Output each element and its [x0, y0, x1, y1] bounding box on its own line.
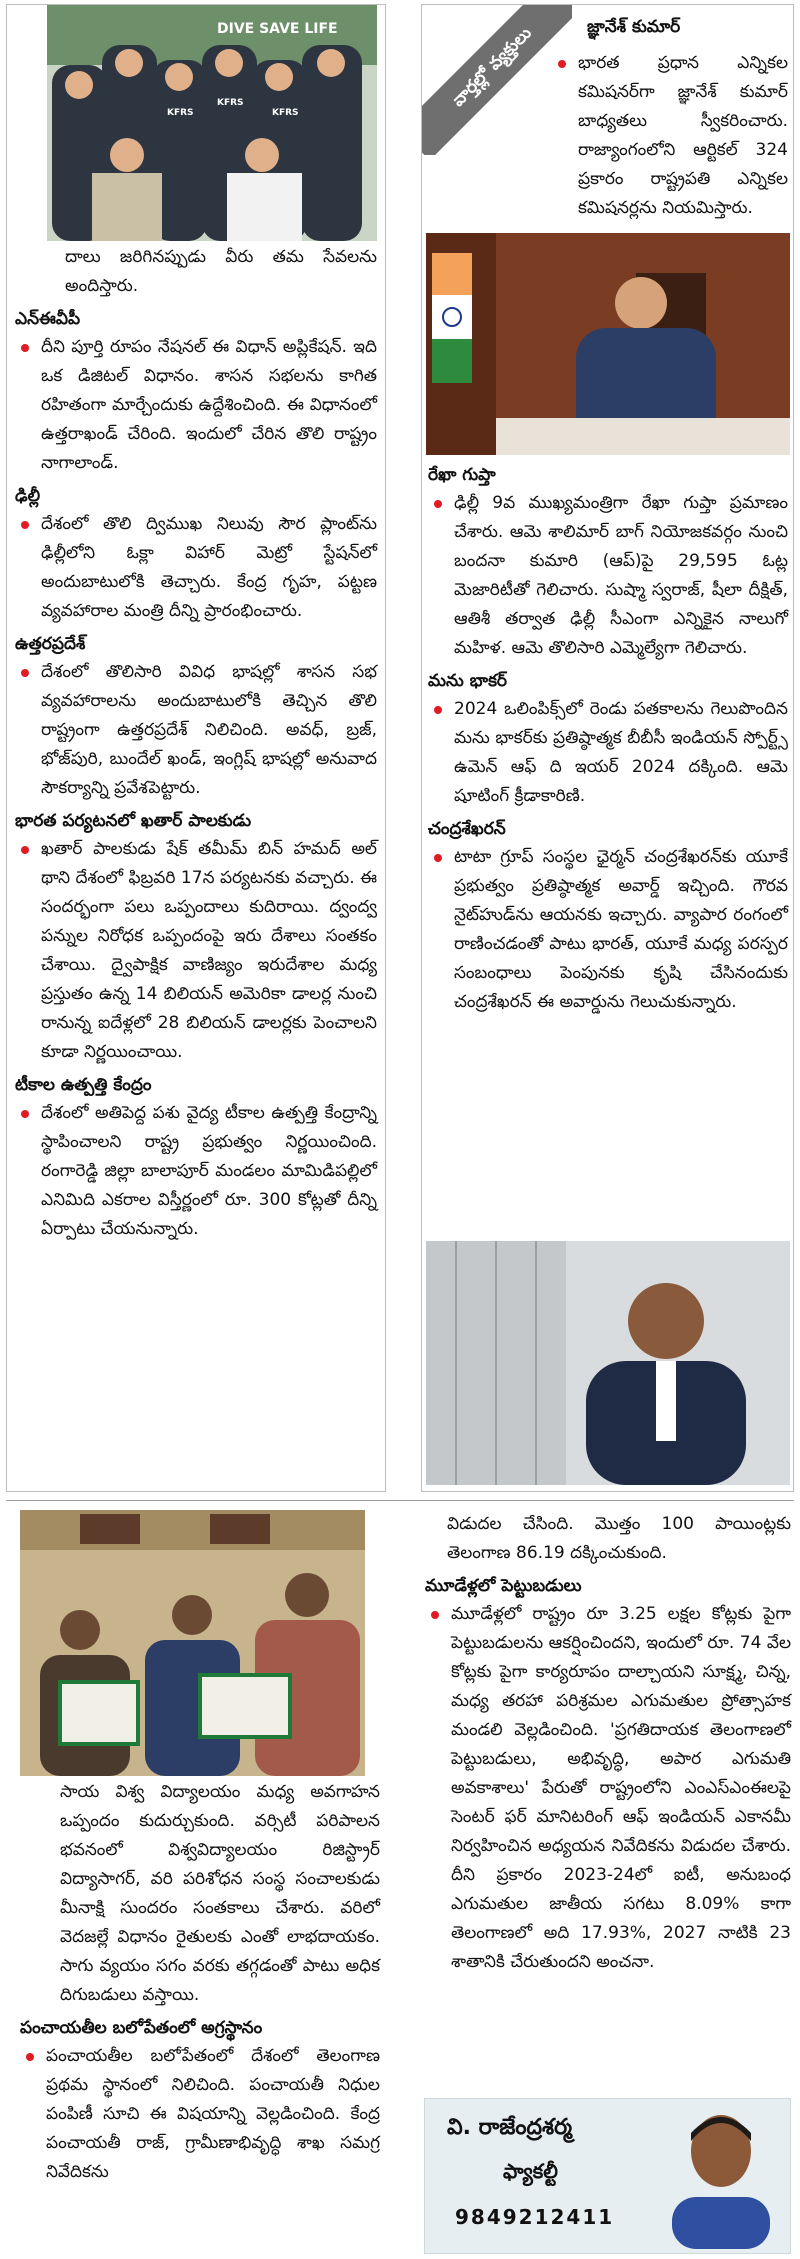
section-heading: రేఖా గుప్తా	[428, 465, 496, 485]
section-body: దేశంలో తొలి ద్విముఖ నిలువు సౌర ప్లాంట్‌ను ఢిల్లీలోని ఓక్లా విహార్ మెట్రో స్టేషన్‌లో అందుబాటులోకి తెచ్చారు. కేంద్ర గృహ, పట్టణ వ్యవహారాల మంత్రి దీన్ని ప్రారంభించారు.	[15, 510, 377, 626]
svg-text:KFRS: KFRS	[217, 98, 244, 108]
left-top-panel	[6, 4, 386, 1492]
section-heading: మూడేళ్లలో పెట్టుబడులు	[425, 1576, 582, 1596]
left-bottom-panel	[6, 1508, 418, 2256]
right-bottom-text	[425, 1510, 791, 1977]
right-bottom-panel	[421, 1508, 794, 2098]
section-heading: చంద్రశేఖరన్	[428, 819, 506, 839]
section-body: దేశంలో తొలిసారి వివిధ భాషల్లో శాసన సభ వ్యవహారాలను అందుబాటులోకి తెచ్చిన తొలి రాష్ట్రంగా ఉత్తరప్రదేశ్ నిలిచింది. అవధ్, బ్రజ్, భోజ్‌పురి, బుందేల్ ఖండ్, ఇంగ్లిష్ భాషల్లో అనువాద సౌకర్యాన్ని ప్రవేశపెట్టారు.	[15, 658, 377, 803]
continuation-text: దాలు జరిగినప్పుడు వీరు తమ సేవలను అందిస్తారు.	[65, 247, 377, 296]
right-top-text	[428, 457, 788, 1017]
rescue-team-photo	[47, 5, 377, 241]
continuation-text: సాయ విశ్వ విద్యాలయం మధ్య అవగాహన ఒప్పందం కుదుర్చుకుంది. వర్సిటీ పరిపాలన భవనంలో విశ్వవిద్యాలయం రిజిస్ట్రార్ విద్యాసాగర్, వరి పరిశోధన సంస్థ సంచాలకుడు మీనాక్షి సుందరం సంతకాలు చేశారు. వరిలో వెదజల్లే విధానం రైతులకు ఎంతో లాభదాయకం. సాగు వ్యయం సగం వరకు తగ్గడంతో పాటు అధిక దిగుబడులు వస్తాయి.	[60, 1782, 380, 2005]
section-body: పంచాయతీల బలోపేతంలో దేశంలో తెలంగాణ ప్రథమ స్థానంలో నిలిచింది. పంచాయతీ నిధుల పంపిణీ సూచి ఈ విషయాన్ని వెల్లడించింది. కేంద్ర పంచాయతీ రాజ్, గ్రామీణాభివృద్ధి శాఖ సమగ్ర నివేదికను	[20, 2042, 380, 2187]
author-box	[424, 2098, 791, 2254]
section-body: టాటా గ్రూప్ సంస్థల ఛైర్మన్ చంద్రశేఖరన్‌కు యూకే ప్రభుత్వం ప్రతిష్ఠాత్మక అవార్డ్ ఇచ్చింది. గౌరవ నైట్‌హుడ్‌ను ఆయనకు ఇచ్చారు. వ్యాపార రంగంలో రాణించడంతో పాటు భారత్, యూకే మధ్య పరస్పర సంబంధాలు పెంపునకు కృషి చేసినందుకు చంద్రశేఖరన్ ఈ అవార్డును గెలుచుకున్నారు.	[428, 843, 788, 1017]
section-body: ఖతార్ పాలకుడు షేక్ తమీమ్ బిన్ హమద్ అల్ థాని దేశంలో ఫిబ్రవరి 17న పర్యటనకు వచ్చారు. ఈ సందర్భంగా పలు ఒప్పందాలు కుదిరాయి. ద్వంద్వ పన్నుల నిరోధక ఒప్పందంపై ఇరు దేశాలు సంతకం చేశాయి. ద్వైపాక్షిక వాణిజ్యం ఇరుదేశాల మధ్య ప్రస్తుతం ఉన్న 14 బిలియన్ అమెరికా డాలర్ల నుంచి రానున్న ఐదేళ్లలో 28 బిలియన్ డాలర్లకు పెంచాలని కూడా నిర్ణయించాయి.	[15, 835, 377, 1067]
section-body: దేశంలో అతిపెద్ద పశు వైద్య టీకాల ఉత్పత్తి కేంద్రాన్ని స్థాపించాలని రాష్ట్ర ప్రభుత్వం నిర్ణయించింది. రంగారెడ్డి జిల్లా బాలాపూర్ మండలం మామిడిపల్లిలో ఎనిమిది ఎకరాల విస్తీర్ణంలో రూ. 300 కోట్లతో దీన్ని ఏర్పాటు చేయనున్నారు.	[15, 1099, 377, 1244]
author-phone: 9849212411	[455, 2205, 615, 2229]
section-tag	[422, 5, 572, 155]
person-name: జ్ఞానేశ్ కుమార్	[587, 17, 681, 37]
svg-text:KFRS: KFRS	[272, 108, 299, 118]
section-heading: ఉత్తరప్రదేశ్	[15, 634, 86, 654]
section-heading: ఎన్‌ఈవీపీ	[15, 309, 81, 329]
banner-text: DIVE SAVE LIFE	[217, 21, 338, 37]
section-heading: టీకాల ఉత్పత్తి కేంద్రం	[15, 1075, 152, 1095]
continuation-text: విడుదల చేసింది. మొత్తం 100 పాయింట్లకు తెలంగాణ 86.19 దక్కించుకుంది.	[447, 1514, 791, 1563]
chandrasekaran-photo	[426, 1241, 790, 1485]
section-body: 2024 ఒలింపిక్స్‌లో రెండు పతకాలను గెలుపొందిన మను భాకర్‌కు ప్రతిష్ఠాత్మక బీబీసీ ఇండియన్ స్పోర్ట్స్ ఉమెన్ ఆఫ్ ది ఇయర్ 2024 దక్కింది. ఆమె షూటింగ్ క్రీడాకారిణి.	[428, 695, 788, 811]
mou-signing-photo	[20, 1510, 365, 1776]
section-body: మూడేళ్లలో రాష్ట్రం రూ 3.25 లక్షల కోట్లకు పైగా పెట్టుబడులను ఆకర్షించిందని, ఇందులో రూ. 74 వేల కోట్లకు పైగా కార్యరూపం దాల్చాయని సూక్ష్మ, చిన్న, మధ్య తరహా పరిశ్రమల ఎగుమతుల ప్రోత్సాహక మండలి వెల్లడించింది. 'ప్రగతిదాయక తెలంగాణలో పెట్టుబడులు, అభివృద్ధి, అపార ఎగుమతి అవకాశాలు' పేరుతో రాష్ట్రంలోని ఎంఎస్‌ఎంఈలపై సెంటర్ ఫర్ మానిటరింగ్ ఆఫ్ ఇండియన్ ఎకానమీ నిర్వహించిన అధ్యయన నివేదికను విడుదల చేశారు. దీని ప్రకారం 2023-24లో ఐటీ, అనుబంధ ఎగుమతుల జాతీయ సగటు 8.09% కాగా తెలంగాణలో అది 17.93%, 2027 నాటికి 23 శాతానికి చేరుతుందని అంచనా.	[425, 1600, 791, 1977]
left-top-text	[15, 243, 377, 1244]
gyanesh-text	[552, 49, 788, 223]
section-body: భారత ప్రధాన ఎన్నికల కమిషనర్‌గా జ్ఞానేశ్ కుమార్ బాధ్యతలు స్వీకరించారు. రాజ్యాంగంలోని ఆర్టికల్ 324 ప్రకారం రాష్ట్రపతి ఎన్నికల కమిషనర్లను నియమిస్తారు.	[552, 49, 788, 223]
section-heading: మను భాకర్	[428, 671, 508, 691]
tag-label: వార్తల్లో వ్యక్తులు	[422, 5, 572, 155]
section-divider	[6, 1500, 794, 1501]
gyanesh-kumar-photo	[426, 233, 790, 455]
section-body: దీని పూర్తి రూపం నేషనల్ ఈ విధాన్ అప్లికేషన్. ఇది ఒక డిజిటల్ విధానం. శాసన సభలను కాగిత రహితంగా మార్చేందుకు ఉద్దేశించింది. ఈ విధానంలో ఉత్తరాఖండ్ చేరింది. ఇందులో చేరిన తొలి రాష్ట్రం నాగాలాండ్.	[15, 333, 377, 478]
right-top-panel	[421, 4, 794, 1492]
left-bottom-text	[20, 1778, 380, 2187]
section-heading: భారత పర్యటనలో ఖతార్ పాలకుడు	[15, 811, 252, 831]
section-body: ఢిల్లీ 9వ ముఖ్యమంత్రిగా రేఖా గుప్తా ప్రమాణం చేశారు. ఆమె శాలిమార్ బాగ్ నియోజకవర్గం నుంచి బందనా కుమారి (ఆప్)పై 29,595 ఓట్ల మెజారిటీతో గెలిచారు. సుష్మా స్వరాజ్, షీలా దీక్షిత్, ఆతిశీ తర్వాత ఢిల్లీ సీఎంగా ఎన్నికైన నాలుగో మహిళ. ఆమె తొలిసారి ఎమ్మెల్యేగా గెలిచారు.	[428, 489, 788, 663]
author-name: వి. రాజేంద్రశర్మ	[447, 2115, 573, 2140]
author-photo	[662, 2105, 780, 2249]
section-heading: ఢిల్లీ	[15, 486, 41, 506]
section-heading: పంచాయతీల బలోపేతంలో అగ్రస్థానం	[20, 2018, 263, 2038]
svg-text:KFRS: KFRS	[167, 108, 194, 118]
author-role: ఫ్యాకల్టీ	[503, 2159, 558, 2183]
